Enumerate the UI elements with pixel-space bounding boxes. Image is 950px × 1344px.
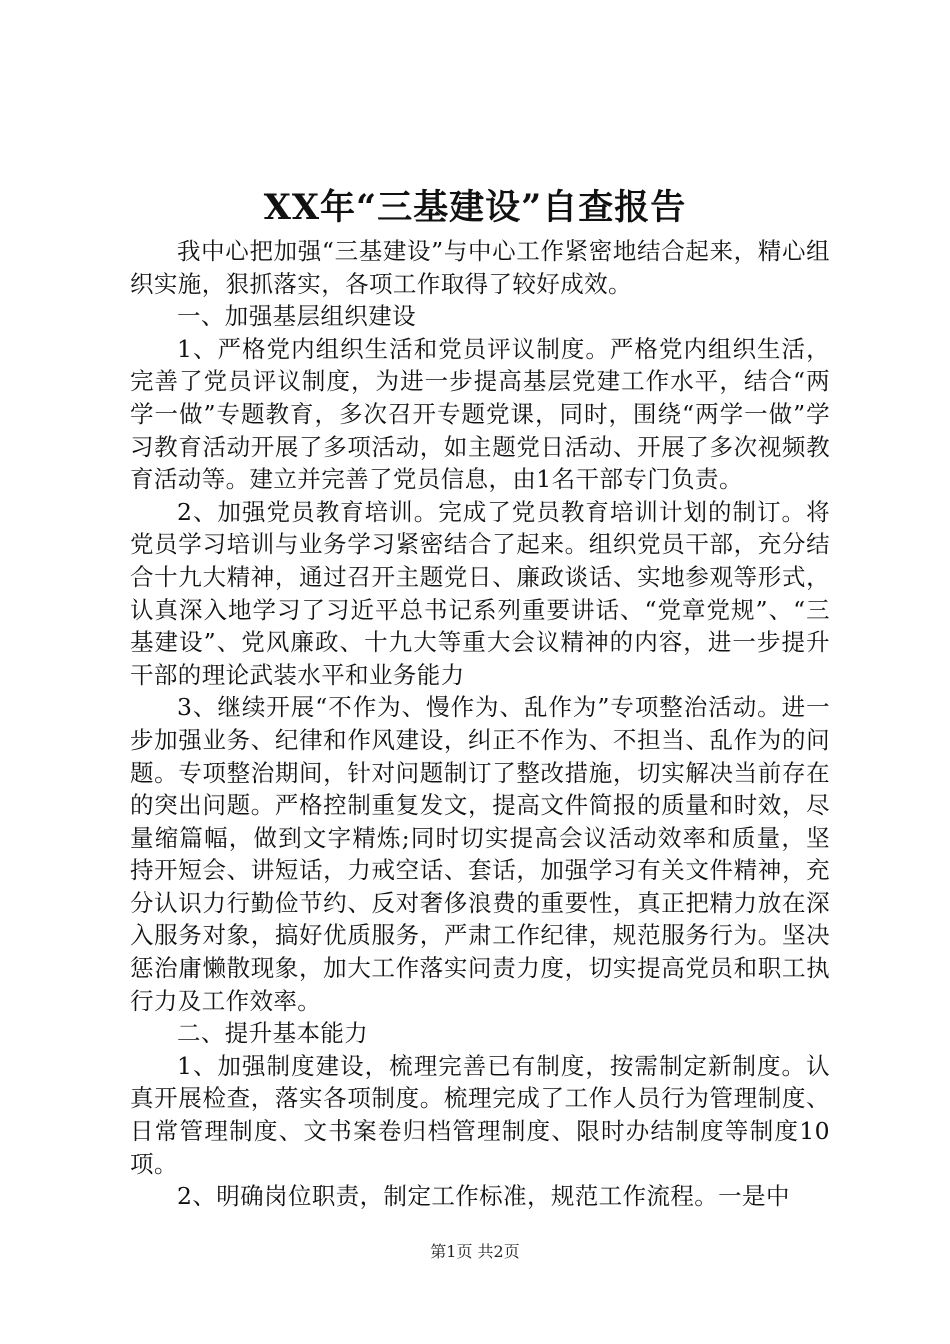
paragraph-2-2: 2、明确岗位职责，制定工作标准，规范工作流程。一是中 (177, 1182, 790, 1211)
page-total: 共2页 (477, 1242, 520, 1261)
intro-paragraph: 我中心把加强“三基建设”与中心工作紧密地结合起来，精心组织实施，狠抓落实，各项工作取得了较好成效。 (130, 237, 830, 298)
paragraph-2-1: 1、加强制度建设，梳理完善已有制度，按需制定新制度。认真开展检查，落实各项制度。梳理完成了工作人员行为管理制度、日常管理制度、文书案卷归档管理制度、限时办结制度等制度10项。 (130, 1051, 830, 1178)
paragraph-1-2: 2、加强党员教育培训。完成了党员教育培训计划的制订。将党员学习培训与业务学习紧密结合了起来。组织党员干部，充分结合十九大精神，通过召开主题党日、廉政谈话、实地参观等形式，认真深入地学习了习近平总书记系列重要讲话、“党章党规”、“三基建设”、党风廉政、十九大等重大会议精神的内容，进一步提升干部的理论武装水平和业务能力 (130, 497, 830, 689)
section-heading-2: 二、提升基本能力 (177, 1019, 369, 1048)
document-title: XX年“三基建设”自查报告 (263, 187, 687, 228)
page-number: 第1页 (430, 1242, 473, 1261)
paragraph-1-1: 1、严格党内组织生活和党员评议制度。严格党内组织生活，完善了党员评议制度，为进一步提高基层党建工作水平，结合“两学一做”专题教育，多次召开专题党课，同时，围绕“两学一做”学习教育活动开展了多项活动，如主题党日活动、开展了多次视频教育活动等。建立并完善了党员信息，由1名干部专门负责。 (130, 334, 830, 494)
paragraph-1-3: 3、继续开展“不作为、慢作为、乱作为”专项整治活动。进一步加强业务、纪律和作风建设，纠正不作为、不担当、乱作为的问题。专项整治期间，针对问题制订了整改措施，切实解决当前存在的突出问题。严格控制重复发文，提高文件简报的质量和时效，尽量缩篇幅，做到文字精炼;同时切实提高会议活动效率和质量，坚持开短会、讲短话，力戒空话、套话，加强学习有关文件精神，充分认识力行勤俭节约、反对奢侈浪费的重要性，真正把精力放在深入服务对象，搞好优质服务，严肃工作纪律，规范服务行为。坚决惩治庸懒散现象，加大工作落实问责力度，切实提高党员和职工执行力及工作效率。 (130, 693, 830, 1015)
document-body (130, 235, 830, 1213)
page-footer (0, 1240, 950, 1264)
section-heading-1: 一、加强基层组织建设 (177, 302, 416, 331)
